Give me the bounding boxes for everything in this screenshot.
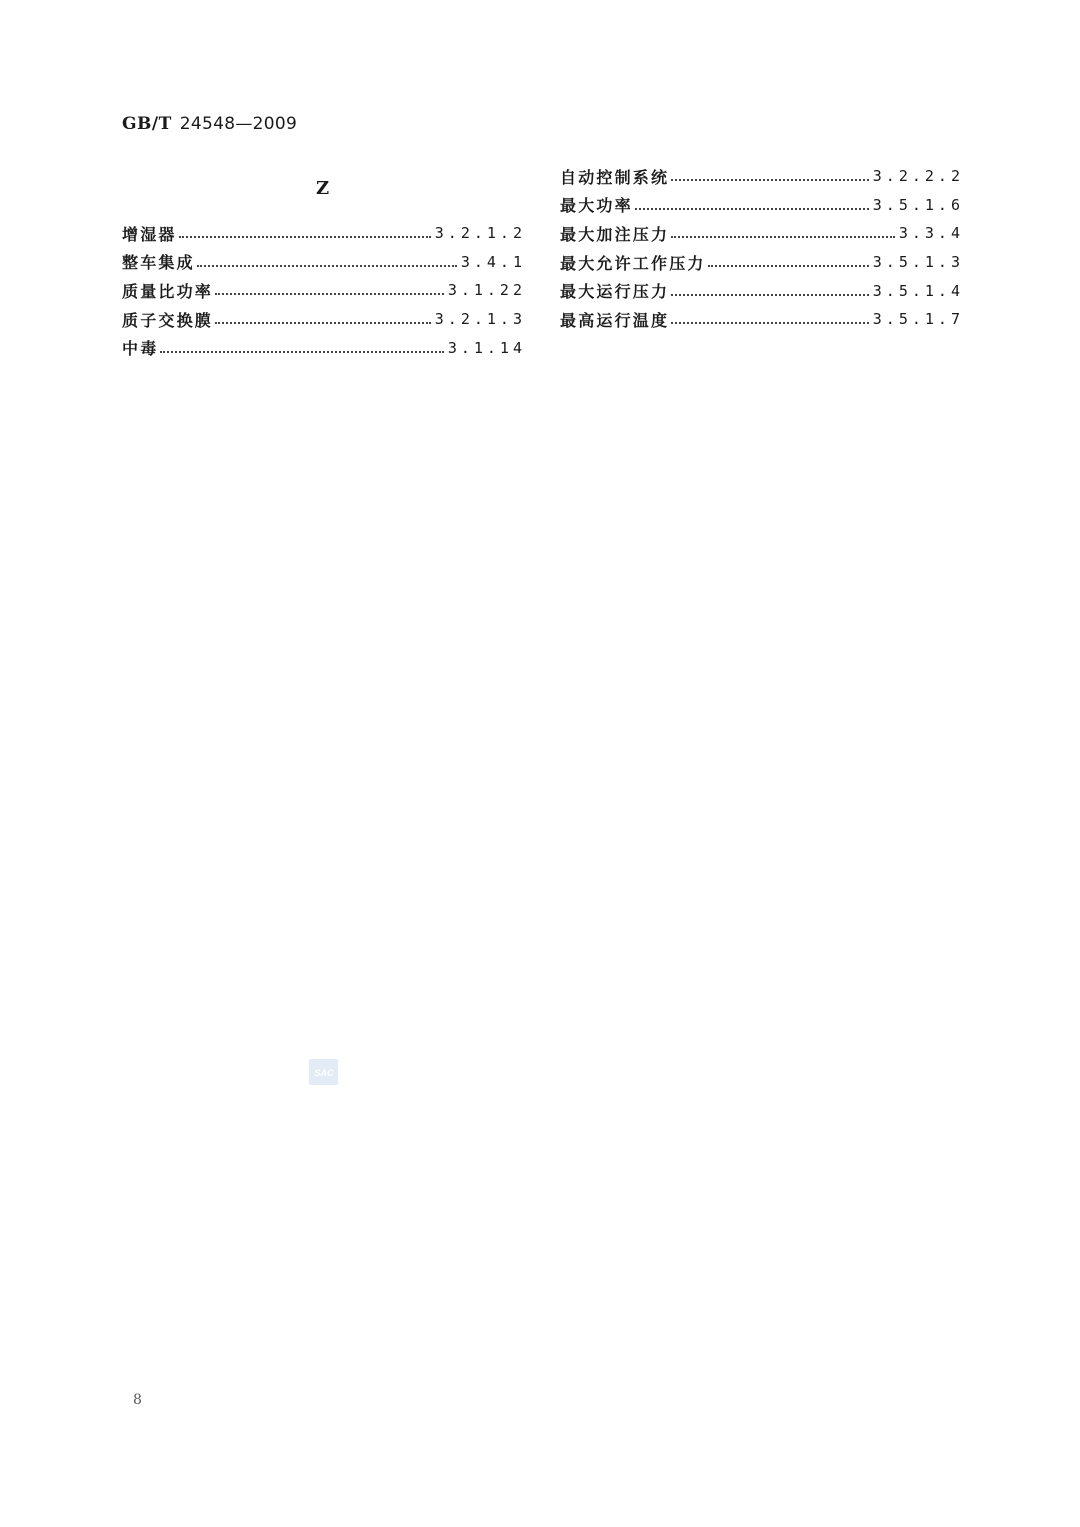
index-ref: 3.2.1.3 bbox=[434, 310, 526, 329]
index-ref: 3.2.1.2 bbox=[434, 224, 526, 243]
dot-leader bbox=[179, 234, 431, 238]
index-term: 质子交换膜 bbox=[122, 310, 214, 330]
index-term: 整车集成 bbox=[122, 253, 195, 273]
dot-leader bbox=[671, 292, 869, 296]
index-entry bbox=[560, 276, 964, 305]
index-term: 最大运行压力 bbox=[560, 282, 670, 302]
dot-leader bbox=[671, 177, 869, 181]
index-entry bbox=[122, 333, 526, 362]
dot-leader bbox=[197, 263, 457, 267]
index-column-left bbox=[122, 219, 526, 362]
index-ref: 3.5.1.3 bbox=[872, 253, 964, 272]
index-entry bbox=[122, 248, 526, 277]
index-entry bbox=[560, 248, 964, 277]
index-term: 中毒 bbox=[122, 339, 159, 359]
index-ref: 3.1.14 bbox=[447, 338, 526, 357]
index-term: 最大功率 bbox=[560, 196, 633, 216]
svg-text:SAC: SAC bbox=[313, 1068, 334, 1078]
index-entry bbox=[560, 191, 964, 220]
standard-prefix: GB/T bbox=[122, 114, 172, 134]
index-term: 质量比功率 bbox=[122, 281, 214, 301]
sac-watermark-logo bbox=[309, 1059, 338, 1085]
index-entry bbox=[122, 305, 526, 334]
index-entry bbox=[560, 305, 964, 334]
standard-code bbox=[122, 114, 297, 134]
dot-leader bbox=[708, 263, 869, 267]
index-ref: 3.5.1.4 bbox=[872, 281, 964, 300]
dot-leader bbox=[215, 320, 431, 324]
dot-leader bbox=[160, 349, 443, 353]
index-ref: 3.5.1.7 bbox=[872, 310, 964, 329]
index-term: 自动控制系统 bbox=[560, 167, 670, 187]
index-entry bbox=[122, 276, 526, 305]
index-entry bbox=[560, 162, 964, 191]
index-column-right bbox=[560, 162, 964, 334]
index-ref: 3.2.2.2 bbox=[872, 167, 964, 186]
standard-number: 24548—2009 bbox=[179, 114, 298, 134]
index-term: 最大允许工作压力 bbox=[560, 253, 706, 273]
index-ref: 3.5.1.6 bbox=[872, 195, 964, 214]
index-entry bbox=[560, 219, 964, 248]
dot-leader bbox=[215, 291, 444, 295]
index-ref: 3.4.1 bbox=[460, 252, 526, 271]
index-ref: 3.3.4 bbox=[898, 224, 964, 243]
index-term: 最大加注压力 bbox=[560, 224, 670, 244]
page-number: 8 bbox=[133, 1392, 142, 1408]
dot-leader bbox=[671, 234, 895, 238]
index-entry bbox=[122, 219, 526, 248]
index-term: 最高运行温度 bbox=[560, 310, 670, 330]
dot-leader bbox=[671, 320, 869, 324]
dot-leader bbox=[635, 206, 869, 210]
sac-logo-icon bbox=[311, 1065, 337, 1079]
index-ref: 3.1.22 bbox=[447, 281, 526, 300]
index-section-letter: Z bbox=[316, 178, 330, 199]
index-term: 增湿器 bbox=[122, 224, 177, 244]
